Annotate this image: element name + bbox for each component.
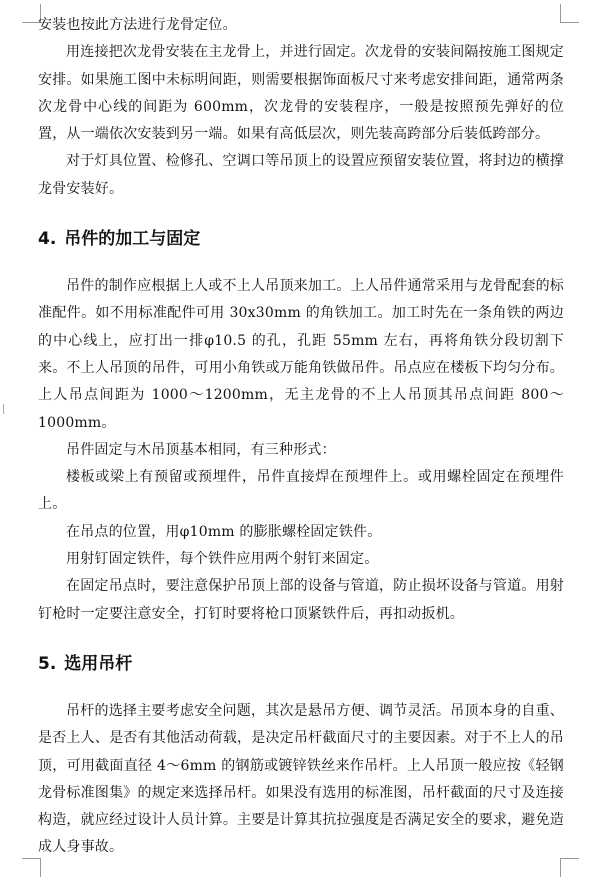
paragraph: 安装也按此方法进行龙骨定位。 (38, 17, 237, 33)
margin-tick-mark (3, 404, 6, 414)
paragraph: 用射钉固定铁件，每个铁件应用两个射钉来固定。 (66, 551, 379, 568)
paragraph: 对于灯具位置、检修孔、空调口等吊顶上的设置应预留安装位置，将封边的横撑龙骨安装好。 (38, 153, 564, 197)
section-title: 选用吊杆 (64, 653, 133, 674)
document-body (38, 12, 564, 862)
paragraph: 在固定吊点时，要注意保护吊顶上部的设备与管道，防止损坏设备与管道。用射钉枪时一定要注意安全，打钉时要将枪口顶紧铁件后，再扣动扳机。 (38, 578, 564, 622)
section-heading-4 (38, 227, 564, 251)
section-title: 吊件的加工与固定 (64, 229, 201, 250)
paragraph: 楼板或梁上有预留或预埋件，吊件直接焊在预埋件上。或用螺栓固定在预埋件上。 (38, 469, 564, 513)
paragraph: 吊件的制作应根据上人或不上人吊顶来加工。上人吊件通常采用与龙骨配套的标准配件。如不用标准配件可用 30x30mm 的角铁加工。加工时先在一条角铁的两边的中心线上，应打出一排φ10.5 的孔，孔距 55mm 左右，再将角铁分段切割下来。不上人吊顶的吊件，可用小角铁或万能角铁做吊件。吊点应在楼板下均匀分布。上人吊点间距为 1000～1200mm，无主龙骨的不上人吊顶其吊点间距 800～1000mm。 (38, 278, 564, 431)
paragraph: 在吊点的位置，用φ10mm 的膨胀螺栓固定铁件。 (66, 523, 382, 540)
section-number: 5. (38, 653, 57, 674)
section-heading-5 (38, 652, 564, 676)
paragraph: 用连接把次龙骨安装在主龙骨上，并进行固定。次龙骨的安装间隔按施工图规定安排。如果施工图中未标明间距，则需要根据饰面板尺寸来考虑安排间距，通常两条次龙骨中心线的间距为 600mm，次龙骨的安装程序，一般是按照预先弹好的位置，从一端依次安装到另一端。如果有高低层次，则先装高跨部分后装低跨部分。 (38, 44, 564, 143)
paragraph: 吊件固定与木吊顶基本相同，有三种形式： (66, 441, 336, 458)
section-number: 4. (38, 229, 57, 250)
paragraph: 吊杆的选择主要考虑安全问题，其次是悬吊方便、调节灵活。吊顶本身的自重、是否上人、是否有其他活动荷载，是决定吊杆截面尺寸的主要因素。对于不上人的吊顶，可用截面直径 4～6mm 的钢筋或镀锌铁丝来作吊杆。上人吊顶一般应按《轻钢龙骨标准图集》的规定来选择吊杆。如果没有选用的标准图，吊杆截面的尺寸及连接构造，就应经过设计人员计算。主要是计算其抗拉强度是否满足安全的要求，避免造成人身事故。 (38, 702, 564, 856)
